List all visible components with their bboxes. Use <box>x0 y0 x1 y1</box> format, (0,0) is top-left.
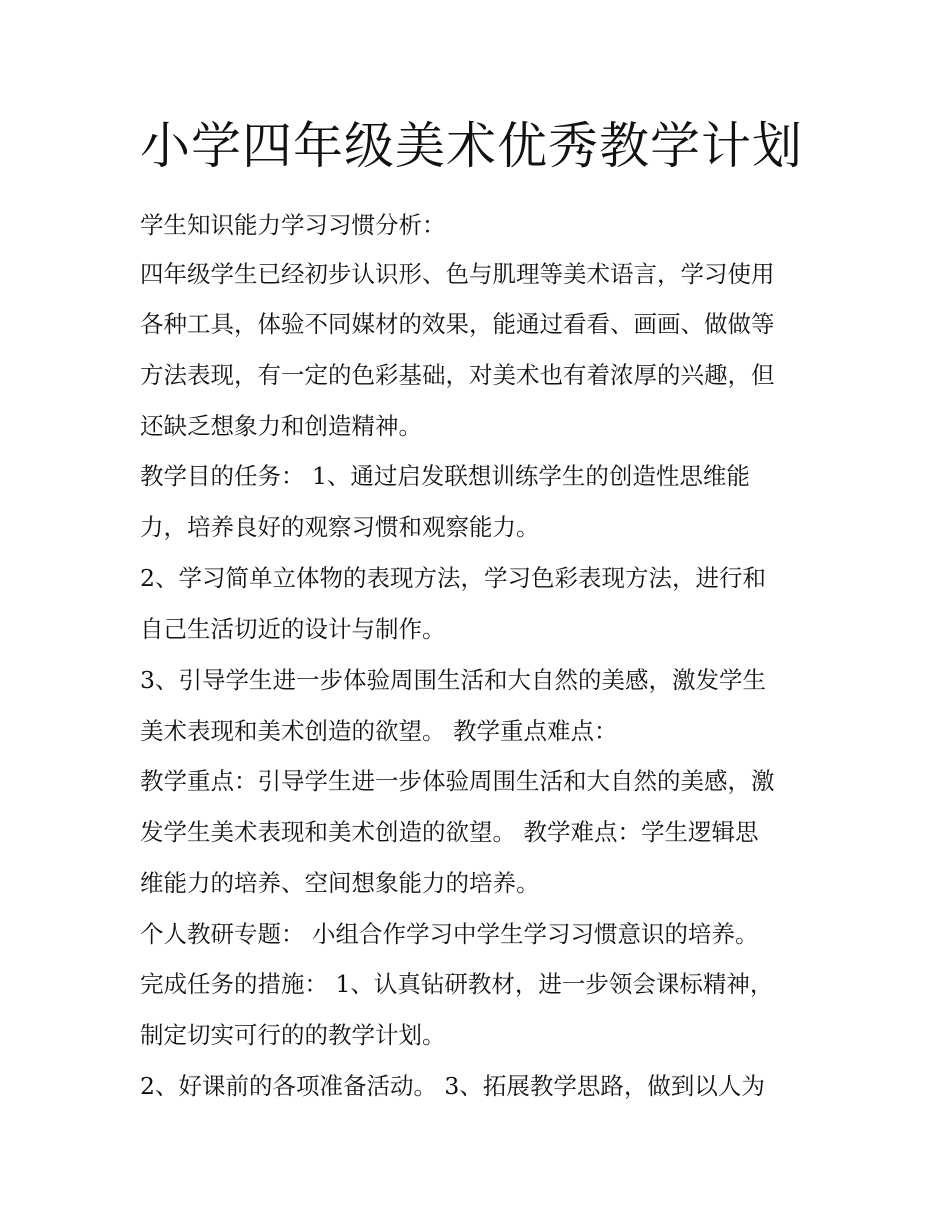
document-title: 小学四年级美术优秀教学计划 <box>140 117 803 175</box>
text-line: 维能力的培养、空间想象能力的培养。 <box>140 869 540 897</box>
text-line: 学生知识能力学习习惯分析： <box>140 211 446 239</box>
text-line: 方法表现，有一定的色彩基础，对美术也有着浓厚的兴趣，但 <box>140 361 775 389</box>
text-line: 教学重点：引导学生进一步体验周围生活和大自然的美感，激 <box>140 767 775 795</box>
text-line: 力，培养良好的观察习惯和观察能力。 <box>140 513 540 541</box>
text-line: 美术表现和美术创造的欲望。 教学重点难点： <box>140 717 618 745</box>
text-line: 各种工具，体验不同媒材的效果，能通过看看、画画、做做等 <box>140 310 775 338</box>
text-line: 还缺乏想象力和创造精神。 <box>140 412 422 440</box>
text-line: 教学目的任务： 1、通过启发联想训练学生的创造性思维能 <box>140 462 750 490</box>
text-line: 2、学习简单立体物的表现方法，学习色彩表现方法，进行和 <box>140 564 766 592</box>
text-line: 发学生美术表现和美术创造的欲望。 教学难点：学生逻辑思 <box>140 818 759 846</box>
text-line: 四年级学生已经初步认识形、色与肌理等美术语言，学习使用 <box>140 260 775 288</box>
text-line: 3、引导学生进一步体验周围生活和大自然的美感，激发学生 <box>140 666 766 694</box>
text-line: 自己生活切近的设计与制作。 <box>140 615 446 643</box>
text-line: 个人教研专题： 小组合作学习中学生学习习惯意识的培养。 <box>140 920 759 948</box>
text-line: 2、好课前的各项准备活动。 3、拓展教学思路，做到以人为 <box>140 1072 765 1100</box>
text-line: 制定切实可行的的教学计划。 <box>140 1021 446 1049</box>
text-line: 完成任务的措施： 1、认真钻研教材，进一步领会课标精神， <box>140 970 774 998</box>
